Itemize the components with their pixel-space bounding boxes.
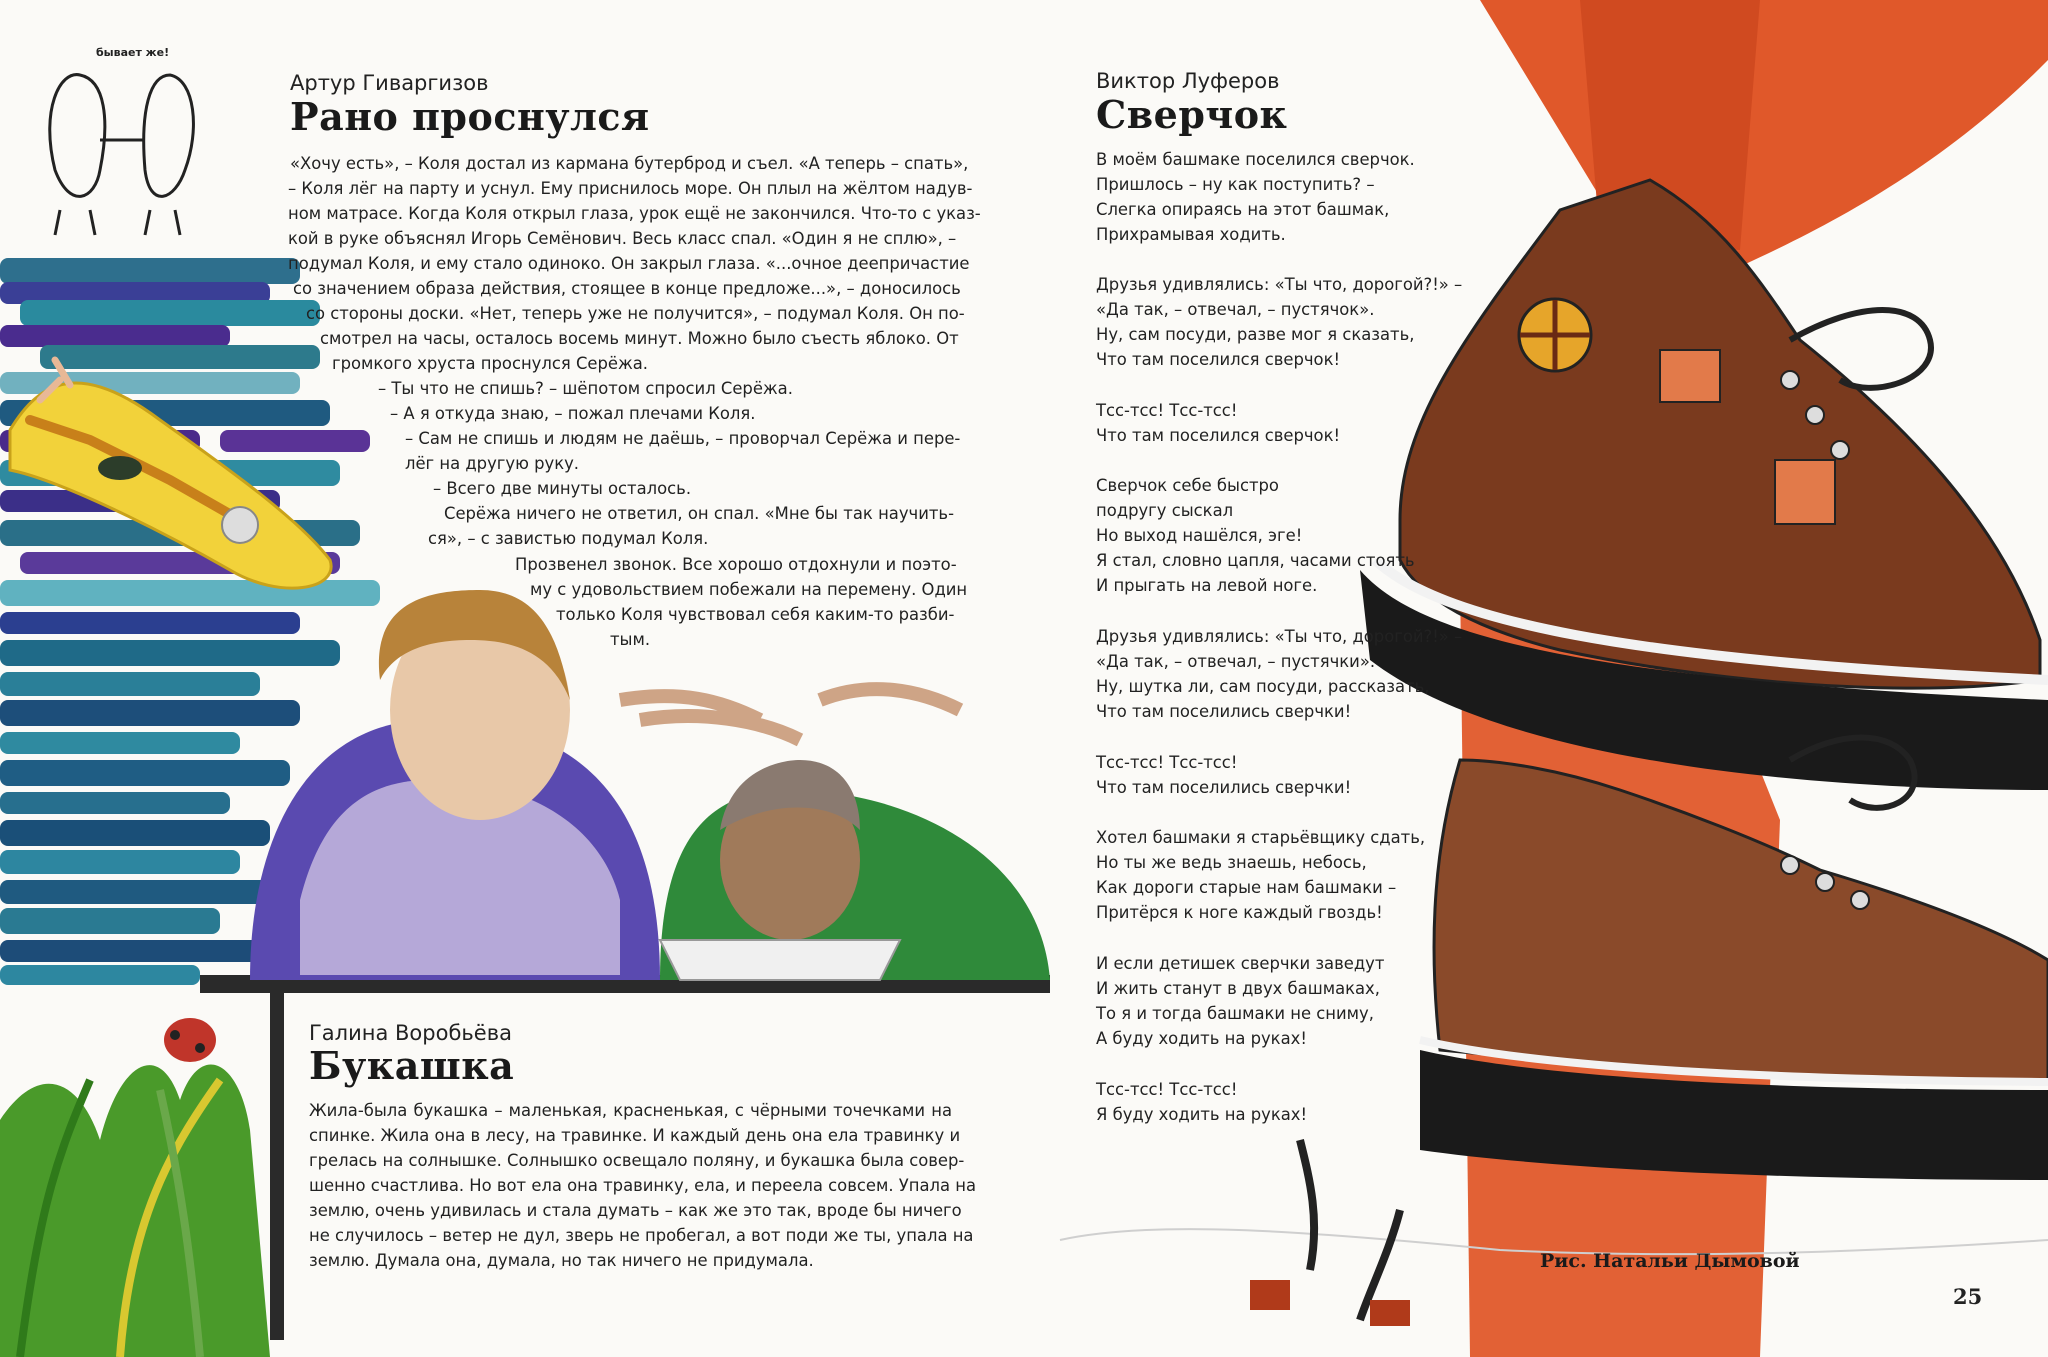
story1-line: со стороны доски. «Нет, теперь уже не получится», – подумал Коля. Он по- — [306, 304, 965, 323]
poem-line: Я буду ходить на руках! — [1096, 1105, 1308, 1124]
poem-line: Что там поселились сверчки! — [1096, 778, 1352, 797]
poem-line: Что там поселился сверчок! — [1096, 350, 1341, 369]
poem-line: Я стал, словно цапля, часами стоять — [1096, 551, 1415, 570]
story1-line: тым. — [610, 630, 651, 649]
poem-line: Хотел башмаки я старьёвщику сдать, — [1096, 828, 1426, 847]
story2-line: землю, очень удивилась и стала думать – как же это так, вроде бы ничего — [309, 1201, 962, 1220]
poem-author: Виктор Луферов — [1096, 69, 1280, 93]
story1-line: со значением образа действия, стоящее в конце предложе...», – доносилось — [293, 279, 961, 298]
poem-line: В моём башмаке поселился сверчок. — [1096, 150, 1415, 169]
poem-line: То я и тогда башмаки не сниму, — [1096, 1004, 1374, 1023]
story2-line: Жила-была букашка – маленькая, красненькая, с чёрными точечками на — [309, 1101, 952, 1120]
story2-title: Букашка — [309, 1043, 515, 1088]
grass-illustration — [0, 1018, 270, 1357]
poem-line: Притёрся к ноге каждый гвоздь! — [1096, 903, 1383, 922]
story1-line: – Коля лёг на парту и уснул. Ему приснилось море. Он плыл на жёлтом надув- — [288, 179, 973, 198]
poem-line: «Да так, – отвечал, – пустячки». — [1096, 652, 1376, 671]
poem-line: Что там поселились сверчки! — [1096, 702, 1352, 721]
poem-line: Но ты же ведь знаешь, небось, — [1096, 853, 1367, 872]
poem-line: И если детишек сверчки заведут — [1096, 954, 1385, 973]
story1-line: му с удовольствием побежали на перемену. Один — [530, 580, 968, 599]
story1-line: – Ты что не спишь? – шёпотом спросил Серёжа. — [378, 379, 793, 398]
story1-author: Артур Гиваргизов — [290, 71, 489, 95]
poem-line: Прихрамывая ходить. — [1096, 225, 1286, 244]
badge-label: бывает же! — [96, 46, 170, 59]
story1-title: Рано проснулся — [290, 94, 650, 139]
page-number: 25 — [1953, 1284, 1983, 1309]
poem-line: Друзья удивлялись: «Ты что, дорогой?!» – — [1096, 275, 1463, 294]
poem-line: И прыгать на левой ноге. — [1096, 576, 1318, 595]
poem-line: Ну, шутка ли, сам посуди, рассказать, — [1096, 677, 1430, 696]
story1-line: «Хочу есть», – Коля достал из кармана бутерброд и съел. «А теперь – спать», — [290, 154, 969, 173]
story1-line: лёг на другую руку. — [405, 454, 580, 473]
shoe-top-illustration — [1360, 180, 2048, 790]
story1-line: только Коля чувствовал себя каким-то разби- — [556, 605, 955, 624]
story1-line: кой в руке объяснял Игорь Семёнович. Весь класс спал. «Один я не сплю», – — [288, 229, 957, 248]
story2-line: грелась на солнышке. Солнышко освещало поляну, и букашка была совер- — [309, 1151, 965, 1170]
mascot-illustration — [50, 75, 194, 235]
story2-line: шенно счастлива. Но вот ела она травинку, ела, и переела совсем. Упала на — [309, 1176, 976, 1195]
poem-line: Ну, сам посуди, разве мог я сказать, — [1096, 325, 1415, 344]
poem-line: Что там поселился сверчок! — [1096, 426, 1341, 445]
story1-line: подумал Коля, и ему стало одиноко. Он закрыл глаза. «...очное деепричастие — [288, 254, 970, 273]
poem-line: Тсс-тсс! Тсс-тсс! — [1096, 1080, 1238, 1099]
story2-line: землю. Думала она, думала, но так ничего не придумала. — [309, 1251, 814, 1270]
story1-line: ном матрасе. Когда Коля открыл глаза, урок ещё не закончился. Что-то с указ- — [288, 204, 981, 223]
poem-line: Но выход нашёлся, эге! — [1096, 526, 1303, 545]
poem-line: Как дороги старые нам башмаки – — [1096, 878, 1397, 897]
story2-line: спинке. Жила она в лесу, на травинке. И каждый день она ела травинку и — [309, 1126, 961, 1145]
poem-line: Тсс-тсс! Тсс-тсс! — [1096, 753, 1238, 772]
poem-line: Тсс-тсс! Тсс-тсс! — [1096, 401, 1238, 420]
story1-line: Серёжа ничего не ответил, он спал. «Мне бы так научить- — [444, 504, 954, 523]
poem-line: Друзья удивлялись: «Ты что, дорогой?!» – — [1096, 627, 1463, 646]
illustration-credit: Рис. Натальи Дымовой — [1540, 1250, 1800, 1272]
poem-line: Слегка опираясь на этот башмак, — [1096, 200, 1390, 219]
story1-line: ся», – с завистью подумал Коля. — [428, 529, 709, 548]
poem-line: Пришлось – ну как поступить? – — [1096, 175, 1375, 194]
story1-line: громкого хруста проснулся Серёжа. — [332, 354, 648, 373]
poem-line: И жить станут в двух башмаках, — [1096, 979, 1380, 998]
poem-title: Сверчок — [1096, 92, 1288, 137]
story2-author: Галина Воробьёва — [309, 1021, 512, 1045]
story1-line: смотрел на часы, осталось восемь минут. Можно было съесть яблоко. От — [320, 329, 959, 348]
story1-line: – А я откуда знаю, – пожал плечами Коля. — [390, 404, 756, 423]
poem-line: А буду ходить на руках! — [1096, 1029, 1307, 1048]
story1-line: – Сам не спишь и людям не даёшь, – проворчал Серёжа и пере- — [405, 429, 961, 448]
story1-line: Прозвенел звонок. Все хорошо отдохнули и поэто- — [515, 555, 957, 574]
poem-line: подругу сыскал — [1096, 501, 1234, 520]
story1-line: – Всего две минуты осталось. — [433, 479, 692, 498]
poem-line: Сверчок себе быстро — [1096, 476, 1279, 495]
poem-line: «Да так, – отвечал, – пустячок». — [1096, 300, 1375, 319]
story2-line: не случилось – ветер не дул, зверь не пробегал, а вот поди же ты, упала на — [309, 1226, 974, 1245]
